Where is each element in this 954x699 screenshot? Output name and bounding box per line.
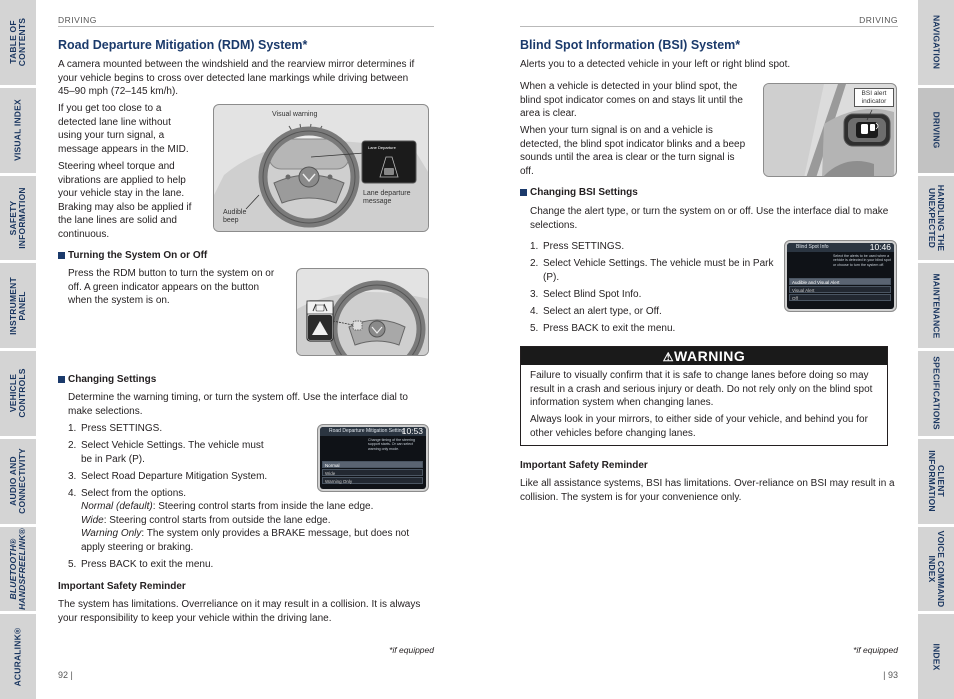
screen-title: Road Departure Mitigation Setting xyxy=(329,428,405,434)
tab-visual-index[interactable]: VISUAL INDEX xyxy=(0,88,36,173)
warning-para-confirm: Failure to visually confirm that it is safe to change lanes before doing so may result in a crash and serious injury or death. Do not rely only on the blind spot information system when changing lanes. xyxy=(530,370,873,408)
safety-reminder-body: The system has limitations. Overreliance on it may result in a collision. It is always your responsibility to keep your vehicle within the driving lane. xyxy=(58,599,421,624)
label-visual-warning: Visual warning xyxy=(272,111,318,118)
rdm-para-torque: Steering wheel torque and vibrations are applied to help your vehicle stay in the lane. Braking may also be applied if the lane lines are solid and continuous. xyxy=(58,161,192,240)
tab-instrument-panel[interactable]: INSTRUMENT PANEL xyxy=(0,263,36,348)
rdm-settings-screen xyxy=(320,427,426,489)
header-rule xyxy=(58,26,434,27)
label-lane-departure-message: Lane departure message xyxy=(363,190,411,205)
left-page xyxy=(58,0,434,699)
mid-message-text: Lane Departure xyxy=(368,145,396,150)
screen-option-warning-only[interactable]: Warning Only xyxy=(322,477,423,484)
tab-handling-unexpected[interactable]: HANDLING THE UNEXPECTED xyxy=(918,176,954,261)
label-bsi-alert-indicator: BSI alert indicator xyxy=(854,88,894,107)
heading-turning-on-off: Turning the System On or Off xyxy=(58,250,207,261)
screen-help-text: Select the alerts to be used when a vehicle is detected in your blind spot or choose to turn the system off. xyxy=(833,254,891,267)
list-item: 1. Press SETTINGS. xyxy=(530,241,625,252)
option-warning-only: Warning Only: The system only provides a BRAKE message, but does not apply steering or braking. xyxy=(81,528,410,553)
heading-safety-reminder: Important Safety Reminder xyxy=(520,460,648,471)
rdm-button-figure xyxy=(296,268,429,356)
option-wide: Wide: Steering control starts from outside the lane edge. xyxy=(81,514,331,526)
tab-acuralink[interactable]: ACURALINK® xyxy=(0,614,36,699)
bsi-para-detected: When a vehicle is detected in your blind spot, the blind spot indicator comes on and stays lit until the area is clear. xyxy=(520,81,743,119)
bsi-para-turn-signal: When your turn signal is on and a vehicle is detected, the blind spot indicator blinks and a beep sounds until the area is clear or the turn signal is off. xyxy=(520,125,746,177)
section-marker xyxy=(520,189,527,196)
label-audible-beep: Audible beep xyxy=(223,209,247,224)
safety-reminder-body: Like all assistance systems, BSI has limitations. Over-reliance on BSI may result in a collision. The system is for your convenience only. xyxy=(520,478,895,503)
list-item: 3. Select Road Departure Mitigation System. xyxy=(68,470,268,482)
tab-maintenance[interactable]: MAINTENANCE xyxy=(918,263,954,348)
footnote-if-equipped: *if equipped xyxy=(389,645,434,655)
page-title: Blind Spot Information (BSI) System* xyxy=(520,38,741,52)
tab-index[interactable]: INDEX xyxy=(918,614,954,699)
list-item: 4. Select an alert type, or Off. xyxy=(530,305,662,317)
warning-triangle-icon: ⚠ xyxy=(662,350,675,364)
list-item: 2. Select Vehicle Settings. The vehicle must be in Park (P). xyxy=(68,440,264,465)
changing-bsi-body: Change the alert type, or turn the system on or off. Use the interface dial to make selections. xyxy=(530,206,889,231)
option-normal: Normal (default): Steering control starts from inside the lane edge. xyxy=(81,501,374,512)
right-page xyxy=(520,0,898,699)
screen-clock: 10:46 xyxy=(869,243,891,252)
screen-option-off[interactable]: Off xyxy=(789,294,891,301)
steering-wheel-button-illustration xyxy=(297,269,429,356)
page-number: 92 | xyxy=(58,670,73,680)
changing-settings-body: Determine the warning timing, or turn the system off. Use the interface dial to make selections. xyxy=(68,392,408,417)
right-chapter-tabs xyxy=(918,0,954,699)
tab-vehicle-controls[interactable]: VEHICLE CONTROLS xyxy=(0,351,36,436)
section-marker xyxy=(58,376,65,383)
screen-option-audible-visual[interactable]: Audible and Visual Alert xyxy=(789,278,891,285)
bsi-settings-steps xyxy=(530,240,774,339)
rdm-para-lane-line: If you get too close to a detected lane line without using your turn signal, a message appears in the MID. xyxy=(58,103,189,155)
heading-changing-bsi-settings: Changing BSI Settings xyxy=(520,187,638,198)
list-item: 5. Press BACK to exit the menu. xyxy=(68,558,214,570)
tab-bluetooth-handsfreelink[interactable]: BLUETOOTH® HANDSFREELINK® xyxy=(0,527,36,612)
list-item: 5. Press BACK to exit the menu. xyxy=(530,322,676,334)
running-head: DRIVING xyxy=(859,15,898,25)
page-number: | 93 xyxy=(883,670,898,680)
screen-help-text: Change timing of the steering support starts. Or can select warning only mode. xyxy=(368,438,415,451)
tab-specifications[interactable]: SPECIFICATIONS xyxy=(918,351,954,436)
warning-box xyxy=(520,346,888,446)
turning-on-off-body: Press the RDM button to turn the system on or off. A green indicator appears on the button when the system is on. xyxy=(68,268,275,306)
rdm-intro: A camera mounted between the windshield and the rearview mirror determines if your vehicle begins to cross over detected lane markings while driving between 45–90 mph (72–145 km/h). xyxy=(58,59,415,97)
rdm-settings-screen-figure xyxy=(317,424,429,492)
tab-client-information[interactable]: CLIENT INFORMATION xyxy=(918,439,954,524)
page-title: Road Departure Mitigation (RDM) System* xyxy=(58,38,308,52)
heading-changing-settings: Changing Settings xyxy=(58,374,156,385)
screen-clock: 10:53 xyxy=(401,427,423,436)
screen-option-normal[interactable]: Normal xyxy=(322,461,423,468)
heading-safety-reminder: Important Safety Reminder xyxy=(58,581,186,592)
footnote-if-equipped: *if equipped xyxy=(853,645,898,655)
bsi-settings-screen xyxy=(787,243,894,309)
bsi-settings-screen-figure xyxy=(784,240,897,312)
screen-option-wide[interactable]: Wide xyxy=(322,469,423,476)
tab-voice-command-index[interactable]: VOICE COMMAND INDEX xyxy=(918,527,954,612)
tab-audio-connectivity[interactable]: AUDIO AND CONNECTIVITY xyxy=(0,439,36,524)
section-marker xyxy=(58,252,65,259)
tab-driving[interactable]: DRIVING xyxy=(918,88,954,173)
warning-header: ⚠WARNING xyxy=(521,347,887,365)
screen-option-visual[interactable]: Visual Alert xyxy=(789,286,891,293)
tab-table-of-contents[interactable]: TABLE OF CONTENTS xyxy=(0,0,36,85)
bsi-mirror-figure xyxy=(763,83,897,177)
list-item: 2. Select Vehicle Settings. The vehicle must be in Park (P). xyxy=(530,258,774,283)
left-chapter-tabs xyxy=(0,0,36,699)
tab-safety-information[interactable]: SAFETY INFORMATION xyxy=(0,176,36,261)
tab-navigation[interactable]: NAVIGATION xyxy=(918,0,954,85)
header-rule xyxy=(520,26,898,27)
list-item: 1. Press SETTINGS. xyxy=(68,423,163,434)
warning-para-mirrors: Always look in your mirrors, to either side of your vehicle, and behind you for other vehicles before changing lanes. xyxy=(530,414,868,439)
screen-title: Blind Spot Info xyxy=(796,244,829,250)
rdm-cockpit-figure xyxy=(213,104,429,232)
bsi-intro: Alerts you to a detected vehicle in your left or right blind spot. xyxy=(520,59,791,70)
list-item: 4. Select from the options. Normal (default): Steering control starts from inside the lane edge. Wide: Steering control starts from outside the lane edge. Warning Only: The system only provides a BRAKE message, but does not apply steering or braking. xyxy=(68,487,410,553)
list-item: 3. Select Blind Spot Info. xyxy=(530,288,642,300)
running-head: DRIVING xyxy=(58,15,97,25)
